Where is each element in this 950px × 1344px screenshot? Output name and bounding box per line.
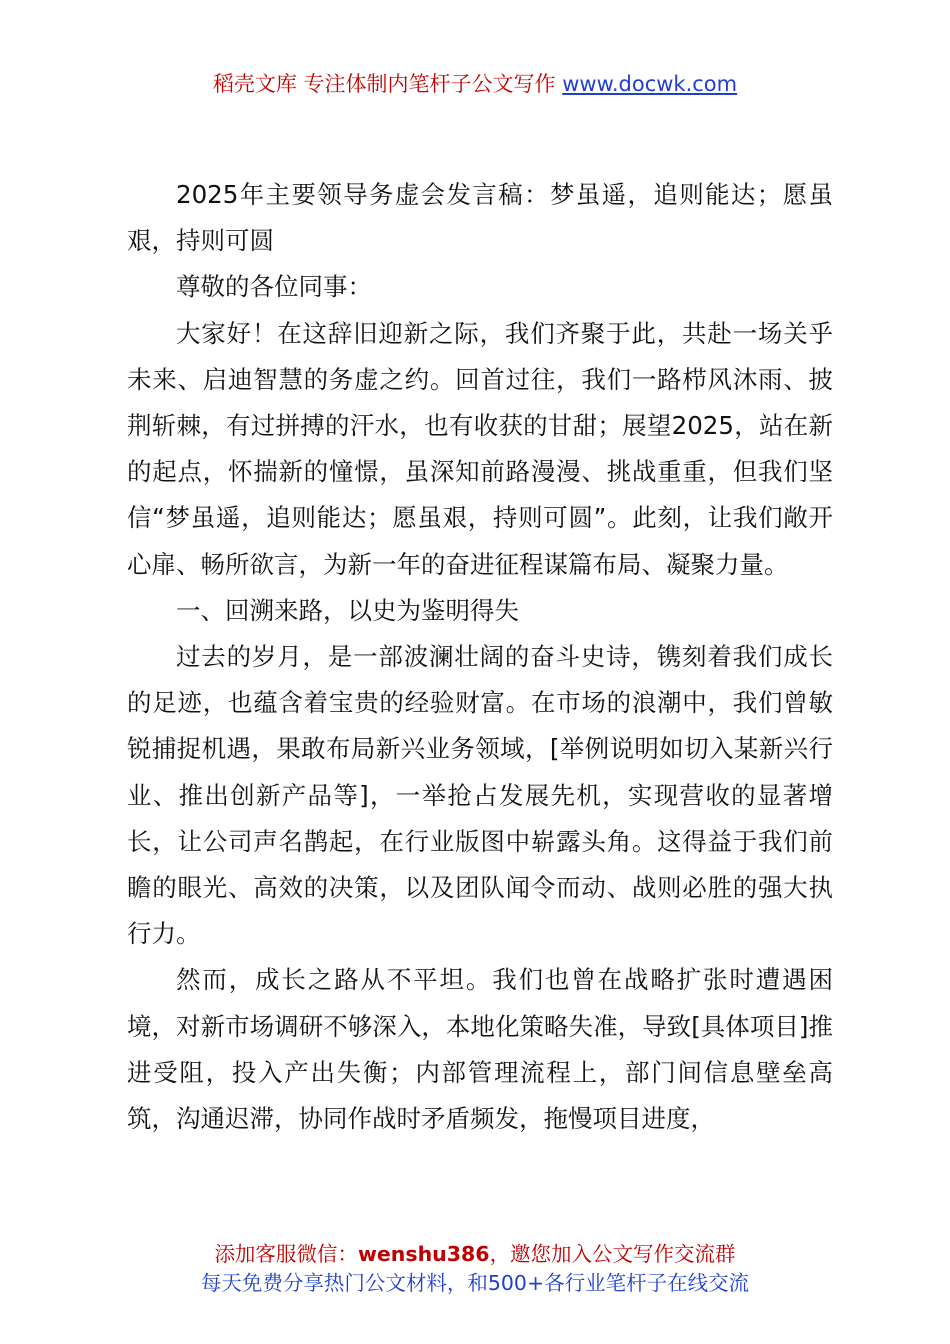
- body-paragraph: 大家好！在这辞旧迎新之际，我们齐聚于此，共赴一场关乎未来、启迪智慧的务虚之约。回首过往，我们一路栉风沐雨、披荆斩棘，有过拼搏的汗水，也有收获的甘甜；展望2025，站在新的起点，怀揣新的憧憬，虽深知前路漫漫、挑战重重，但我们坚信“梦虽遥，追则能达；愿虽艰，持则可圆”。此刻，让我们敞开心扉、畅所欲言，为新一年的奋进征程谋篇布局、凝聚力量。: [127, 318, 833, 579]
- document-salutation: 尊敬的各位同事：: [176, 272, 372, 302]
- site-url-link[interactable]: www.docwk.com: [562, 72, 738, 96]
- section-heading: 一、回溯来路，以史为鉴明得失: [176, 595, 519, 625]
- body-paragraph: 过去的岁月，是一部波澜壮阔的奋斗史诗，镌刻着我们成长的足迹，也蕴含着宝贵的经验财富。在市场的浪潮中，我们曾敏锐捕捉机遇，果敢布局新兴业务领域，[举例说明如切入某新兴行业、推出创新产品等]，一举抢占发展先机，实现营收的显著增长，让公司声名鹊起，在行业版图中崭露头角。这得益于我们前瞻的眼光、高效的决策，以及团队闻令而动、战则必胜的强大执行力。: [127, 642, 833, 949]
- footer-share-line: 每天免费分享热门公文材料，和500+各行业笔杆子在线交流: [200, 1271, 750, 1295]
- body-paragraph: 然而，成长之路从不平坦。我们也曾在战略扩张时遭遇困境，对新市场调研不够深入，本地化策略失准，导致[具体项目]推进受阻，投入产出失衡；内部管理流程上，部门间信息壁垒高筑，沟通迟滞，协同作战时矛盾频发，拖慢项目进度，: [127, 965, 833, 1134]
- footer-wechat-line: [0, 1240, 950, 1269]
- footer-wechat-id: wenshu386: [357, 1242, 490, 1266]
- document-title: 2025年主要领导务虚会发言稿：梦虽遥，追则能达；愿虽艰，持则可圆: [127, 180, 833, 256]
- site-header: [0, 70, 950, 98]
- footer-wechat-prefix: 添加客服微信：: [214, 1242, 358, 1266]
- document-body: [127, 172, 833, 1142]
- footer-wechat-suffix: ，邀您加入公文写作交流群: [489, 1242, 736, 1266]
- site-brand: 稻壳文库 专注体制内笔杆子公文写作: [212, 72, 556, 96]
- promo-footer: [0, 1240, 950, 1298]
